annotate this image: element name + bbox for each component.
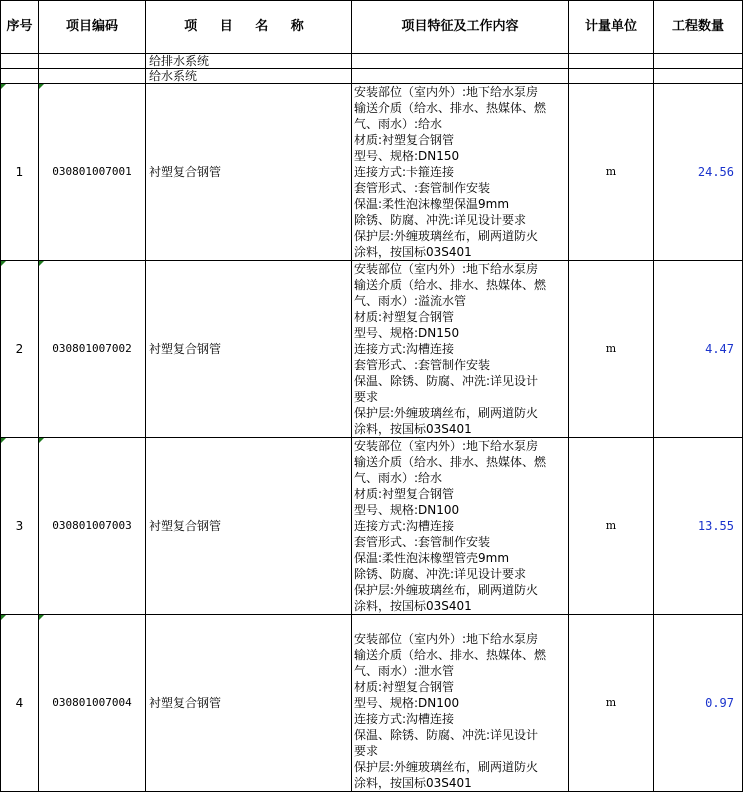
cell[interactable] — [1, 54, 39, 69]
desc-line: 涂料，按国标03S401 — [354, 776, 472, 790]
qty-cell[interactable] — [654, 615, 743, 792]
unit-cell-text: m — [605, 696, 617, 709]
seq-cell[interactable] — [1, 261, 39, 438]
code-cell-text: 030801007001 — [52, 165, 132, 178]
cell-marker-icon — [39, 438, 44, 443]
cell[interactable] — [39, 54, 146, 69]
desc-line: 保温:柔性泡沫橡塑管壳9mm — [354, 551, 510, 565]
desc-line: 保温、除锈、防腐、冲洗:详见设计 — [354, 374, 539, 388]
unit-cell[interactable] — [569, 615, 654, 792]
cell[interactable] — [569, 54, 654, 69]
qty-cell-text: 0.97 — [705, 696, 734, 710]
cell[interactable] — [352, 69, 569, 84]
cell-marker-icon — [1, 84, 6, 89]
desc-line: 材质:衬塑复合钢管 — [354, 310, 455, 324]
qty-cell-text: 24.56 — [697, 165, 734, 179]
code-cell[interactable] — [39, 438, 146, 615]
cell-marker-icon — [39, 261, 44, 266]
code-cell[interactable] — [39, 261, 146, 438]
desc-line: 气、雨水）:给水 — [354, 117, 443, 131]
unit-cell[interactable] — [569, 261, 654, 438]
desc-line: 保护层:外缠玻璃丝布，刷两道防火 — [354, 229, 539, 243]
desc-cell[interactable] — [352, 615, 569, 792]
table-row — [1, 261, 743, 438]
desc-line: 套管形式、:套管制作安装 — [354, 181, 491, 195]
desc-line: 连接方式:沟槽连接 — [354, 519, 455, 533]
desc-line — [354, 615, 568, 631]
desc-line: 除锈、防腐、冲洗:详见设计要求 — [354, 567, 527, 581]
cell-marker-icon — [1, 438, 6, 443]
qty-cell[interactable] — [654, 84, 743, 261]
code-cell-text: 030801007004 — [52, 696, 132, 709]
unit-cell[interactable] — [569, 438, 654, 615]
qty-cell-text: 13.55 — [697, 519, 734, 533]
desc-line: 涂料，按国标03S401 — [354, 245, 472, 259]
blank-row — [1, 54, 743, 69]
desc-line: 型号、规格:DN150 — [354, 149, 460, 163]
seq-cell-text: 3 — [15, 519, 24, 533]
desc-line: 气、雨水）:泄水管 — [354, 664, 455, 678]
items-body — [1, 84, 743, 792]
header-code[interactable]: 项目编码 — [39, 1, 146, 54]
cell[interactable] — [569, 69, 654, 84]
code-cell-text: 030801007003 — [52, 519, 132, 532]
seq-cell[interactable] — [1, 84, 39, 261]
desc-line: 套管形式、:套管制作安装 — [354, 358, 491, 372]
desc-line: 安装部位（室内外）:地下给水泵房 — [354, 439, 539, 453]
unit-cell-text: m — [605, 342, 617, 355]
name-cell[interactable] — [146, 438, 352, 615]
unit-cell-text: m — [605, 165, 617, 178]
header-desc[interactable]: 项目特征及工作内容 — [352, 1, 569, 54]
cell[interactable] — [352, 54, 569, 69]
table-row — [1, 84, 743, 261]
section-name[interactable]: 给水系统 — [146, 69, 352, 84]
desc-line: 安装部位（室内外）:地下给水泵房 — [354, 262, 539, 276]
section-name[interactable]: 给排水系统 — [146, 54, 352, 69]
desc-line: 套管形式、:套管制作安装 — [354, 535, 491, 549]
desc-line: 输送介质（给水、排水、热媒体、燃 — [354, 455, 547, 469]
cell[interactable] — [654, 54, 743, 69]
cell-marker-icon — [1, 615, 6, 620]
cell-marker-icon — [39, 84, 44, 89]
cell[interactable] — [1, 69, 39, 84]
desc-line: 材质:衬塑复合钢管 — [354, 133, 455, 147]
header-row — [1, 1, 743, 54]
header-name[interactable]: 项 目 名 称 — [146, 1, 352, 54]
desc-line: 输送介质（给水、排水、热媒体、燃 — [354, 278, 547, 292]
desc-line: 要求 — [354, 390, 379, 404]
desc-line: 保护层:外缠玻璃丝布，刷两道防火 — [354, 760, 539, 774]
desc-line: 型号、规格:DN150 — [354, 326, 460, 340]
desc-cell[interactable] — [352, 261, 569, 438]
desc-line: 除锈、防腐、冲洗:详见设计要求 — [354, 213, 527, 227]
desc-cell[interactable] — [352, 438, 569, 615]
qty-cell[interactable] — [654, 438, 743, 615]
name-cell-text: 衬塑复合钢管 — [149, 342, 222, 356]
seq-cell[interactable] — [1, 615, 39, 792]
header-qty[interactable]: 工程数量 — [654, 1, 743, 54]
table-row — [1, 615, 743, 792]
qty-cell-text: 4.47 — [705, 342, 734, 356]
desc-line: 气、雨水）:溢流水管 — [354, 294, 467, 308]
cell-marker-icon — [1, 261, 6, 266]
header-unit[interactable]: 计量单位 — [569, 1, 654, 54]
cell-marker-icon — [39, 615, 44, 620]
cell[interactable] — [39, 69, 146, 84]
desc-line: 连接方式:沟槽连接 — [354, 712, 455, 726]
seq-cell-text: 1 — [15, 165, 24, 179]
name-cell-text: 衬塑复合钢管 — [149, 696, 222, 710]
desc-line: 保护层:外缠玻璃丝布，刷两道防火 — [354, 583, 539, 597]
desc-line: 输送介质（给水、排水、热媒体、燃 — [354, 648, 547, 662]
unit-cell-text: m — [605, 519, 617, 532]
qty-cell[interactable] — [654, 261, 743, 438]
desc-line: 要求 — [354, 744, 379, 758]
cell[interactable] — [654, 69, 743, 84]
desc-line: 安装部位（室内外）:地下给水泵房 — [354, 85, 539, 99]
code-cell[interactable] — [39, 615, 146, 792]
name-cell[interactable] — [146, 84, 352, 261]
name-cell[interactable] — [146, 261, 352, 438]
name-cell-text: 衬塑复合钢管 — [149, 519, 222, 533]
desc-line: 型号、规格:DN100 — [354, 503, 460, 517]
desc-line: 涂料，按国标03S401 — [354, 422, 472, 436]
seq-cell-text: 2 — [15, 342, 24, 356]
desc-line: 材质:衬塑复合钢管 — [354, 680, 455, 694]
desc-line: 涂料，按国标03S401 — [354, 599, 472, 613]
name-cell[interactable] — [146, 615, 352, 792]
desc-line: 材质:衬塑复合钢管 — [354, 487, 455, 501]
section-row — [1, 69, 743, 84]
name-cell-text: 衬塑复合钢管 — [149, 165, 222, 179]
desc-cell[interactable] — [352, 84, 569, 261]
seq-cell-text: 4 — [15, 696, 24, 710]
desc-line: 输送介质（给水、排水、热媒体、燃 — [354, 101, 547, 115]
desc-line: 保护层:外缠玻璃丝布，刷两道防火 — [354, 406, 539, 420]
desc-line: 安装部位（室内外）:地下给水泵房 — [354, 632, 539, 646]
code-cell[interactable] — [39, 84, 146, 261]
desc-line: 型号、规格:DN100 — [354, 696, 460, 710]
desc-line: 连接方式:沟槽连接 — [354, 342, 455, 356]
code-cell-text: 030801007002 — [52, 342, 132, 355]
seq-cell[interactable] — [1, 438, 39, 615]
desc-line: 保温:柔性泡沫橡塑保温9mm — [354, 197, 510, 211]
desc-line: 保温、除锈、防腐、冲洗:详见设计 — [354, 728, 539, 742]
desc-line: 气、雨水）:给水 — [354, 471, 443, 485]
table-row — [1, 438, 743, 615]
desc-line: 连接方式:卡箍连接 — [354, 165, 455, 179]
unit-cell[interactable] — [569, 84, 654, 261]
header-seq[interactable]: 序号 — [1, 1, 39, 54]
